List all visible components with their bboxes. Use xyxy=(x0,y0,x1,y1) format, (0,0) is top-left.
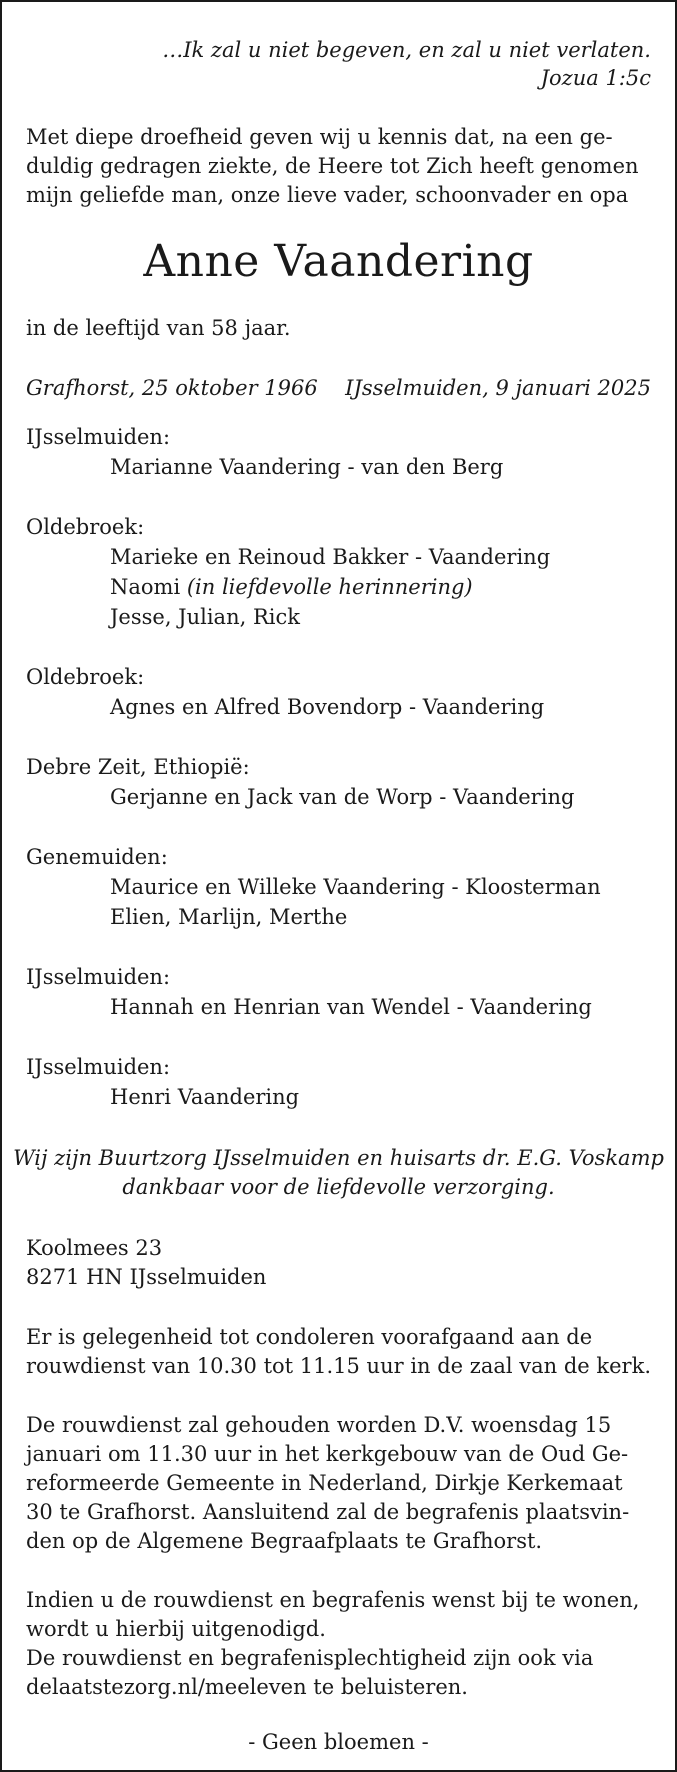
family-place: Oldebroek: xyxy=(26,665,145,689)
family-place: Debre Zeit, Ethiopië: xyxy=(26,755,250,779)
thanks-line: Wij zijn Buurtzorg IJsselmuiden en huisarts dr. E.G. Voskamp xyxy=(13,1146,664,1170)
family-member: Maurice en Willeke Vaandering - Kloosterman xyxy=(110,875,601,899)
family-place: IJsselmuiden: xyxy=(26,1055,171,1079)
memorial-note: (in liefdevolle herinnering) xyxy=(186,575,473,599)
family-member xyxy=(110,573,473,601)
family-member: Gerjanne en Jack van de Worp - Vaandering xyxy=(110,785,575,809)
family-member: Jesse, Julian, Rick xyxy=(110,605,300,629)
age-line: in de leeftijd van 58 jaar. xyxy=(26,316,291,340)
condolence-line: Er is gelegenheid tot condoleren voorafgaand aan de xyxy=(26,1325,593,1349)
invitation-line: De rouwdienst en begrafenisplechtigheid zijn ook via xyxy=(26,1646,594,1670)
service-line: den op de Algemene Begraafplaats te Grafhorst. xyxy=(26,1529,543,1553)
family-member: Henri Vaandering xyxy=(110,1085,300,1109)
family-member: Marianne Vaandering - van den Berg xyxy=(110,455,504,479)
family-place: Oldebroek: xyxy=(26,515,145,539)
bible-quote: …Ik zal u niet begeven, en zal u niet verlaten. xyxy=(162,38,651,62)
family-member: Elien, Marlijn, Merthe xyxy=(110,905,348,929)
family-member: Marieke en Reinoud Bakker - Vaandering xyxy=(110,545,551,569)
invitation-line: wordt u hierbij uitgenodigd. xyxy=(26,1617,326,1641)
thanks-line: dankbaar voor de liefdevolle verzorging. xyxy=(122,1175,555,1199)
address-line: Koolmees 23 xyxy=(26,1236,163,1260)
intro-line: Met diepe droefheid geven wij u kennis dat, na een ge- xyxy=(26,125,613,149)
family-place: IJsselmuiden: xyxy=(26,425,171,449)
service-line: 30 te Grafhorst. Aansluitend zal de begrafenis plaatsvin- xyxy=(26,1500,630,1524)
family-member: Hannah en Henrian van Wendel - Vaandering xyxy=(110,995,592,1019)
invitation-line: delaatstezorg.nl/meeleven te beluisteren. xyxy=(26,1675,468,1699)
bible-reference: Jozua 1:5c xyxy=(540,66,651,90)
death-date: IJsselmuiden, 9 januari 2025 xyxy=(345,376,651,400)
no-flowers-note: - Geen bloemen - xyxy=(248,1730,429,1754)
intro-line: mijn geliefde man, onze lieve vader, schoonvader en opa xyxy=(26,183,629,207)
condolence-line: rouwdienst van 10.30 tot 11.15 uur in de zaal van de kerk. xyxy=(26,1354,651,1378)
invitation-line: Indien u de rouwdienst en begrafenis wenst bij te wonen, xyxy=(26,1588,640,1612)
family-place: Genemuiden: xyxy=(26,845,168,869)
birth-date: Grafhorst, 25 oktober 1966 xyxy=(26,376,318,400)
intro-line: duldig gedragen ziekte, de Heere tot Zich heeft genomen xyxy=(26,154,639,178)
deceased-name: Anne Vaandering xyxy=(143,236,534,287)
service-line: januari om 11.30 uur in het kerkgebouw van de Oud Ge- xyxy=(26,1442,629,1466)
service-line: reformeerde Gemeente in Nederland, Dirkje Kerkemaat xyxy=(26,1471,623,1495)
service-line: De rouwdienst zal gehouden worden D.V. woensdag 15 xyxy=(26,1413,612,1437)
family-member: Agnes en Alfred Bovendorp - Vaandering xyxy=(110,695,545,719)
address-line: 8271 HN IJsselmuiden xyxy=(26,1265,267,1289)
family-place: IJsselmuiden: xyxy=(26,965,171,989)
family-member-name: Naomi xyxy=(110,575,181,599)
